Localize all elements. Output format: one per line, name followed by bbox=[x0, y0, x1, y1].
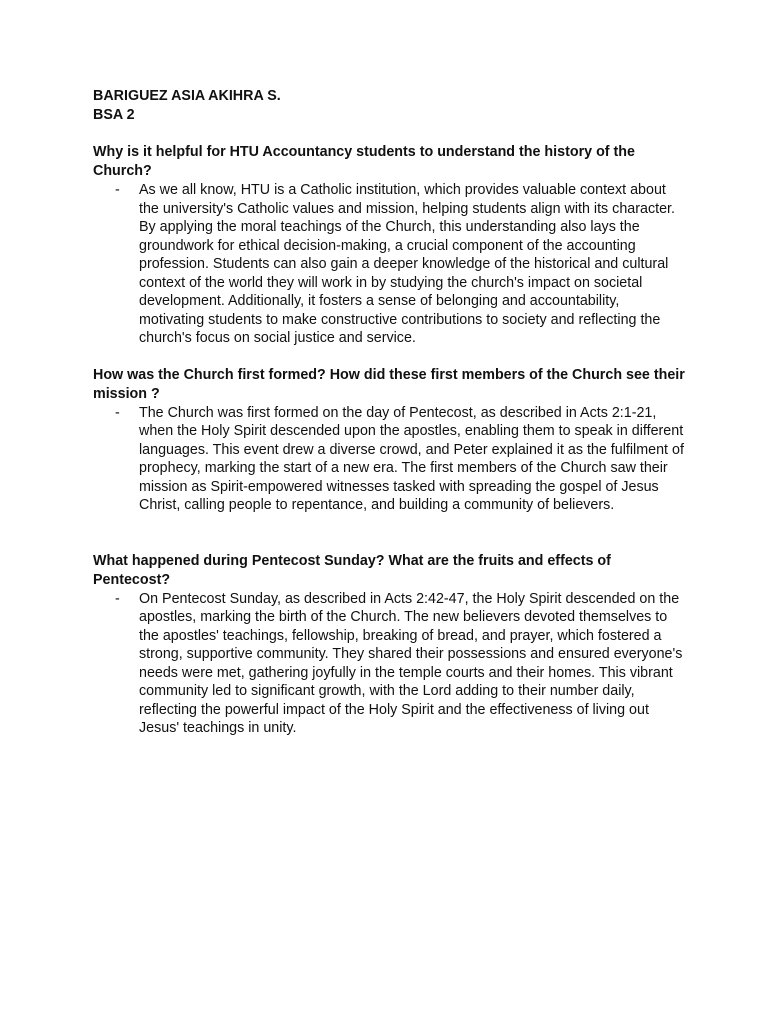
spacer bbox=[93, 125, 688, 143]
bullet-dash: - bbox=[115, 182, 120, 198]
bullet-dash: - bbox=[115, 404, 120, 421]
question-1: Why is it helpful for HTU Accountancy students to understand the history of the Church? bbox=[93, 144, 635, 179]
student-section: BSA 2 bbox=[93, 107, 135, 123]
question-3: What happened during Pentecost Sunday? What are the fruits and effects of Pentecost? bbox=[93, 552, 611, 588]
bullet-dash: - bbox=[115, 590, 120, 607]
question-2: How was the Church first formed? How did these first members of the Church see their mission ? bbox=[93, 366, 685, 402]
answer-1-text: As we all know, HTU is a Catholic institution, which provides valuable context about the university's Catholic values and mission, helping students align with its character. By applying the moral teachings of the Church, this understanding also lays the groundwork for ethical decision-making, a crucial component of the accounting profession. Students can also gain a deeper knowledge of the historical and cultural context of the world they will work in by studying the church's impact on societal development. Additionally, it fosters a sense of belonging and accountability, motivating students to make constructive contributions to society and reflecting the church's focus on social justice and service. bbox=[139, 182, 675, 346]
spacer bbox=[93, 348, 688, 366]
answer-item-1 bbox=[93, 181, 688, 348]
answer-3-text: On Pentecost Sunday, as described in Acts 2:42-47, the Holy Spirit descended on the apostles, marking the birth of the Church. The new believers devoted themselves to the apostles' teachings, fellowship, breaking of bread, and prayer, which fostered a strong, supportive community. They shared their possessions and ensured everyone's needs were met, gathering joyfully in the temple courts and their homes. This vibrant community led to significant growth, with the Lord adding to their number daily, reflecting the powerful impact of the Holy Spirit and the effectiveness of living out Jesus' teachings in unity. bbox=[139, 590, 683, 736]
student-name: BARIGUEZ ASIA AKIHRA S. bbox=[93, 88, 281, 104]
answer-2-text: The Church was first formed on the day of Pentecost, as described in Acts 2:1-21, when the Holy Spirit descended upon the apostles, enabling them to speak in different languages. This event drew a diverse crowd, and Peter explained it as the fulfilment of prophecy, marking the start of a new era. The first members of the Church saw their mission as Spirit-empowered witnesses tasked with spreading the gospel of Jesus Christ, calling people to repentance, and building a community of believers. bbox=[139, 404, 684, 513]
spacer bbox=[93, 515, 688, 552]
answer-item-3 bbox=[93, 590, 688, 738]
answer-item-2 bbox=[93, 404, 688, 515]
